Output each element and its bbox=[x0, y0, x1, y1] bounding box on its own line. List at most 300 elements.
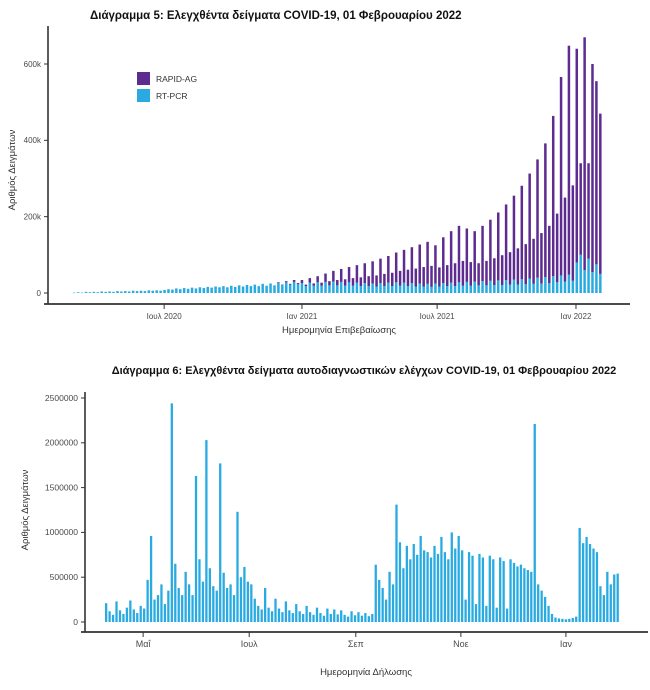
chart5-bar-rt-pcr bbox=[297, 284, 300, 293]
x-tick-label: Ιαν bbox=[559, 639, 573, 649]
chart5-bar-rt-pcr bbox=[438, 287, 441, 293]
chart5-bar-rt-pcr bbox=[175, 288, 178, 293]
x-tick-label: Μαΐ bbox=[135, 639, 151, 649]
chart6-bar bbox=[489, 556, 491, 622]
chart6-bar bbox=[126, 608, 128, 622]
chart6-bar bbox=[492, 559, 494, 622]
chart6-bar bbox=[520, 565, 522, 622]
chart5-bar-rt-pcr bbox=[159, 291, 162, 293]
chart5-bar-rapid-ag bbox=[564, 198, 567, 282]
chart6-bar bbox=[610, 584, 612, 622]
chart6-bar bbox=[375, 565, 377, 622]
chart5-bar-rt-pcr bbox=[230, 286, 233, 293]
chart6-bar bbox=[458, 536, 460, 622]
chart6-bar bbox=[205, 440, 207, 622]
chart6-bars bbox=[105, 403, 619, 622]
chart5-bar-rt-pcr bbox=[454, 286, 457, 293]
chart6-bar bbox=[333, 609, 335, 622]
chart5-bar-rapid-ag bbox=[324, 274, 327, 282]
chart5-bar-rt-pcr bbox=[258, 286, 261, 293]
chart6-bar bbox=[596, 552, 598, 622]
chart5-bar-rt-pcr bbox=[367, 286, 370, 293]
chart5-bar-rt-pcr bbox=[473, 282, 476, 293]
chart5-bar-rt-pcr bbox=[100, 291, 103, 293]
chart5-bar-rapid-ag bbox=[568, 46, 571, 275]
chart5-bar-rt-pcr bbox=[446, 286, 449, 293]
chart5-bar-rapid-ag bbox=[513, 196, 516, 280]
y-tick-label: 200k bbox=[23, 212, 41, 222]
chart5-bar-rt-pcr bbox=[222, 286, 225, 293]
chart5-bar-rt-pcr bbox=[387, 283, 390, 293]
chart6-bar bbox=[388, 572, 390, 622]
chart5-bar-rt-pcr bbox=[528, 278, 531, 293]
chart6-bar bbox=[361, 616, 363, 622]
chart6-bar bbox=[527, 570, 529, 622]
chart6-bar bbox=[464, 600, 466, 622]
chart5-bar-rapid-ag bbox=[552, 116, 555, 276]
chart5-bar-rapid-ag bbox=[387, 256, 390, 283]
chart5-bar-rapid-ag bbox=[560, 77, 563, 275]
chart6-bar bbox=[468, 552, 470, 622]
chart6-bar bbox=[288, 610, 290, 622]
y-tick-label: 1000000 bbox=[44, 527, 78, 538]
chart5-bar-rapid-ag bbox=[556, 214, 559, 283]
chart5-bar-rapid-ag bbox=[430, 266, 433, 287]
chart6-bar bbox=[153, 600, 155, 622]
chart5-bar-rapid-ag bbox=[442, 237, 445, 283]
chart5-bar-rapid-ag bbox=[399, 271, 402, 286]
chart5-bar-rt-pcr bbox=[320, 286, 323, 293]
chart6-bar bbox=[312, 615, 314, 622]
chart6-bar bbox=[399, 542, 401, 622]
chart5-bar-rt-pcr bbox=[281, 285, 284, 293]
legend-label-rt-pcr: RT-PCR bbox=[156, 91, 188, 101]
chart5-bar-rapid-ag bbox=[481, 226, 484, 281]
chart6-bar bbox=[309, 612, 311, 622]
chart5-bar-rt-pcr bbox=[576, 262, 579, 293]
chart5-bar-rt-pcr bbox=[466, 282, 469, 293]
y-tick-label: 600k bbox=[23, 59, 41, 69]
chart6-bar bbox=[340, 610, 342, 622]
chart6-bar bbox=[243, 567, 245, 622]
chart5-bar-rapid-ag bbox=[422, 267, 425, 286]
chart5-bar-rt-pcr bbox=[324, 282, 327, 293]
chart5-bar-rapid-ag bbox=[391, 273, 394, 286]
chart5-bar-rt-pcr bbox=[344, 286, 347, 293]
chart5-bar-rt-pcr bbox=[540, 283, 543, 293]
chart5-bar-rapid-ag bbox=[320, 283, 323, 286]
chart6-bar bbox=[236, 512, 238, 622]
chart6-bar bbox=[171, 403, 173, 622]
chart5-bar-rt-pcr bbox=[120, 291, 123, 293]
x-tick-label: Νοε bbox=[453, 639, 469, 649]
chart5-bar-rt-pcr bbox=[587, 259, 590, 293]
chart6-bar bbox=[592, 549, 594, 622]
chart6-bar bbox=[285, 601, 287, 622]
chart6-bar bbox=[350, 611, 352, 622]
chart5-legend bbox=[137, 72, 197, 102]
x-tick-label: Ιαν 2021 bbox=[286, 312, 318, 321]
chart6-bar bbox=[392, 584, 394, 622]
chart6-bar bbox=[475, 604, 477, 622]
chart5-bar-rt-pcr bbox=[305, 286, 308, 293]
x-tick-label: Σεπ bbox=[347, 639, 364, 649]
chart6-bar bbox=[551, 614, 553, 622]
x-tick-label: Ιουλ bbox=[240, 639, 258, 649]
chart5-bar-rapid-ag bbox=[285, 281, 288, 282]
chart6-bar bbox=[250, 584, 252, 622]
chart5-bar-rapid-ag bbox=[340, 269, 343, 282]
chart5-bar-rt-pcr bbox=[513, 280, 516, 293]
chart6-bar bbox=[343, 615, 345, 622]
chart5-bar-rapid-ag bbox=[289, 284, 292, 285]
chart5-bar-rapid-ag bbox=[591, 64, 594, 272]
chart6-bar bbox=[305, 606, 307, 622]
chart5-bar-rt-pcr bbox=[450, 283, 453, 293]
chart5-bars bbox=[73, 37, 602, 293]
chart5-bar-rapid-ag bbox=[576, 49, 579, 263]
chart6-bar bbox=[167, 591, 169, 622]
chart6-bar bbox=[267, 608, 269, 622]
chart6-bar bbox=[302, 614, 304, 622]
chart5-bar-rt-pcr bbox=[426, 284, 429, 293]
chart5-bar-rt-pcr bbox=[552, 276, 555, 293]
chart6-bar bbox=[112, 615, 114, 622]
chart6-bar bbox=[209, 568, 211, 622]
chart6-bar bbox=[430, 557, 432, 622]
chart6-bar bbox=[447, 559, 449, 622]
chart6-bar bbox=[271, 611, 273, 622]
chart5-bar-rapid-ag bbox=[505, 204, 508, 280]
chart5-bar-rapid-ag bbox=[579, 163, 582, 255]
chart5-bar-rt-pcr bbox=[328, 285, 331, 293]
chart5-bar-rt-pcr bbox=[218, 287, 221, 293]
chart5-bar-rapid-ag bbox=[379, 259, 382, 283]
chart6-bar bbox=[354, 615, 356, 622]
legend-swatch-rt-pcr bbox=[137, 89, 150, 102]
chart6-bar bbox=[513, 563, 515, 622]
chart5-bar-rt-pcr bbox=[336, 285, 339, 293]
chart6-selftest-samples bbox=[0, 345, 650, 690]
chart5-bar-rapid-ag bbox=[344, 279, 347, 285]
chart5-bar-rapid-ag bbox=[348, 267, 351, 282]
chart6-bar bbox=[382, 588, 384, 622]
chart5-bar-rt-pcr bbox=[501, 285, 504, 293]
chart5-bar-rt-pcr bbox=[179, 289, 182, 293]
chart6-bar bbox=[105, 603, 107, 622]
chart5-bar-rt-pcr bbox=[348, 282, 351, 293]
chart6-bar bbox=[437, 554, 439, 622]
chart6-bar bbox=[378, 580, 380, 622]
chart6-bar bbox=[409, 559, 411, 622]
chart5-bar-rt-pcr bbox=[210, 288, 213, 293]
chart5-bar-rt-pcr bbox=[477, 285, 480, 293]
chart5-bar-rapid-ag bbox=[309, 278, 312, 283]
chart5-bar-rt-pcr bbox=[104, 292, 107, 293]
chart5-bar-rapid-ag bbox=[450, 231, 453, 283]
chart6-bar bbox=[582, 543, 584, 622]
chart6-bar bbox=[482, 557, 484, 622]
chart6-bar bbox=[140, 606, 142, 622]
chart5-bar-rt-pcr bbox=[140, 291, 143, 293]
chart5-bar-rt-pcr bbox=[148, 290, 151, 293]
chart5-bar-rt-pcr bbox=[332, 282, 335, 293]
chart6-bar bbox=[146, 580, 148, 622]
chart5-bar-rapid-ag bbox=[305, 285, 308, 287]
chart5-bar-rt-pcr bbox=[93, 292, 96, 293]
chart6-bar bbox=[323, 616, 325, 622]
chart5-bar-rt-pcr bbox=[403, 283, 406, 293]
chart5-bar-rapid-ag bbox=[316, 276, 319, 282]
chart5-bar-rt-pcr bbox=[261, 284, 264, 293]
chart5-bar-rapid-ag bbox=[532, 239, 535, 284]
chart5-bar-rt-pcr bbox=[485, 285, 488, 293]
chart6-axes bbox=[45, 392, 648, 649]
chart6-bar bbox=[108, 611, 110, 622]
chart5-bar-rt-pcr bbox=[360, 286, 363, 293]
y-tick-label: 2000000 bbox=[44, 437, 78, 448]
chart5-bar-rt-pcr bbox=[481, 281, 484, 293]
chart5-bar-rapid-ag bbox=[297, 283, 300, 284]
chart5-bar-rt-pcr bbox=[167, 289, 170, 293]
chart5-bar-rt-pcr bbox=[442, 283, 445, 293]
chart6-bar bbox=[357, 612, 359, 622]
chart5-bar-rt-pcr bbox=[493, 285, 496, 293]
chart6-bar bbox=[133, 609, 135, 622]
chart5-bar-rt-pcr bbox=[242, 287, 245, 293]
chart5-bar-rt-pcr bbox=[206, 287, 209, 293]
chart5-axes bbox=[24, 26, 630, 321]
chart5-bar-rt-pcr bbox=[152, 291, 155, 293]
chart5-bar-rt-pcr bbox=[226, 287, 229, 293]
chart5-bar-rt-pcr bbox=[418, 283, 421, 293]
chart5-bar-rapid-ag bbox=[509, 252, 512, 284]
chart6-bar bbox=[444, 552, 446, 622]
chart5-bar-rt-pcr bbox=[395, 282, 398, 293]
chart6-bar bbox=[516, 566, 518, 622]
chart5-bar-rapid-ag bbox=[383, 274, 386, 286]
chart5-bar-rapid-ag bbox=[583, 37, 586, 270]
chart5-bar-rapid-ag bbox=[470, 262, 473, 286]
chart6-bar bbox=[499, 557, 501, 622]
chart5-bar-rapid-ag bbox=[458, 226, 461, 282]
chart5-bar-rt-pcr bbox=[81, 293, 84, 294]
chart5-bar-rt-pcr bbox=[246, 285, 249, 293]
chart5-bar-rt-pcr bbox=[383, 286, 386, 293]
chart6-bar bbox=[613, 575, 615, 622]
chart5-bar-rapid-ag bbox=[521, 186, 524, 280]
chart5-bar-rt-pcr bbox=[171, 290, 174, 293]
chart6-bar bbox=[451, 532, 453, 622]
y-tick-label: 0 bbox=[36, 288, 41, 298]
chart5-bar-rt-pcr bbox=[509, 285, 512, 293]
chart5-bar-rt-pcr bbox=[505, 280, 508, 293]
y-tick-label: 1500000 bbox=[44, 482, 78, 493]
chart5-bar-rt-pcr bbox=[422, 287, 425, 293]
chart5-bar-rapid-ag bbox=[356, 265, 359, 283]
chart5-bar-rt-pcr bbox=[128, 291, 130, 293]
chart5-bar-rt-pcr bbox=[583, 270, 586, 293]
chart6-bar bbox=[603, 595, 605, 622]
chart5-bar-rapid-ag bbox=[364, 263, 367, 283]
chart5-bar-rt-pcr bbox=[517, 285, 520, 293]
chart5-bar-rt-pcr bbox=[285, 282, 288, 293]
chart5-bar-rt-pcr bbox=[564, 282, 567, 293]
chart5-bar-rt-pcr bbox=[301, 283, 304, 293]
chart6-bar bbox=[198, 559, 200, 622]
y-tick-label: 2500000 bbox=[44, 392, 78, 403]
chart6-bar bbox=[454, 549, 456, 622]
chart6-bar bbox=[402, 568, 404, 622]
y-tick-label: 400k bbox=[23, 136, 41, 146]
chart5-bar-rt-pcr bbox=[214, 287, 217, 293]
chart5-bar-rapid-ag bbox=[540, 233, 543, 283]
chart6-bar bbox=[212, 586, 214, 622]
chart5-bar-rapid-ag bbox=[497, 212, 500, 280]
chart6-bar bbox=[364, 613, 366, 622]
chart5-bar-rt-pcr bbox=[560, 275, 563, 293]
chart6-bar bbox=[122, 614, 124, 622]
chart6-bar bbox=[440, 537, 442, 622]
chart6-bar bbox=[509, 559, 511, 622]
chart5-bar-rt-pcr bbox=[203, 288, 206, 293]
chart5-title: Διάγραμμα 5: Ελεγχθέντα δείγματα COVID-19, 01 Φεβρουαρίου 2022 bbox=[90, 10, 462, 22]
chart5-bar-rt-pcr bbox=[108, 291, 111, 293]
chart6-bar bbox=[257, 606, 259, 622]
chart5-bar-rt-pcr bbox=[591, 272, 594, 293]
chart5-bar-rt-pcr bbox=[265, 286, 268, 293]
chart5-bar-rapid-ag bbox=[477, 263, 480, 285]
chart5-bar-rapid-ag bbox=[336, 280, 339, 285]
chart5-bar-rt-pcr bbox=[532, 284, 535, 293]
chart6-bar bbox=[326, 609, 328, 622]
chart6-bar bbox=[523, 568, 525, 622]
chart5-bar-rapid-ag bbox=[544, 143, 547, 277]
chart5-bar-rt-pcr bbox=[415, 287, 418, 293]
chart5-bar-rt-pcr bbox=[195, 288, 198, 293]
chart5-bar-rapid-ag bbox=[462, 261, 465, 286]
chart5-bar-rt-pcr bbox=[375, 287, 378, 293]
chart5-bar-rapid-ag bbox=[375, 275, 378, 286]
chart6-bar bbox=[184, 572, 186, 622]
chart5-bar-rapid-ag bbox=[489, 220, 492, 281]
chart5-bar-rt-pcr bbox=[352, 286, 355, 293]
chart5-bar-rapid-ag bbox=[367, 276, 370, 286]
chart5-bar-rapid-ag bbox=[332, 271, 335, 282]
chart6-bar bbox=[115, 601, 117, 622]
chart5-y-axis-title: Αριθμός Δειγμάτων bbox=[7, 129, 18, 211]
chart5-bar-rapid-ag bbox=[473, 231, 476, 281]
chart6-bar bbox=[606, 572, 608, 622]
chart6-bar bbox=[247, 582, 249, 622]
chart5-bar-rt-pcr bbox=[312, 286, 315, 293]
chart6-bar bbox=[143, 609, 145, 622]
chart6-bar bbox=[502, 561, 504, 622]
chart6-bar bbox=[295, 604, 297, 622]
chart6-bar bbox=[541, 591, 543, 622]
chart6-bar bbox=[292, 613, 294, 622]
chart5-bar-rt-pcr bbox=[183, 288, 186, 293]
chart5-bar-rt-pcr bbox=[238, 285, 241, 293]
chart5-bar-rt-pcr bbox=[399, 286, 402, 293]
chart6-bar bbox=[547, 606, 549, 622]
chart5-bar-rt-pcr bbox=[112, 292, 115, 293]
chart5-bar-rapid-ag bbox=[548, 226, 551, 283]
chart6-bar bbox=[568, 619, 570, 622]
chart6-bar bbox=[471, 556, 473, 622]
chart5-bar-rt-pcr bbox=[309, 283, 312, 293]
chart5-bar-rt-pcr bbox=[434, 283, 437, 293]
chart6-bar bbox=[191, 595, 193, 622]
chart6-bar bbox=[385, 600, 387, 622]
chart6-bar bbox=[174, 564, 176, 622]
chart5-bar-rt-pcr bbox=[89, 292, 92, 293]
chart6-bar bbox=[330, 614, 332, 622]
chart5-bar-rt-pcr bbox=[572, 281, 575, 293]
chart6-bar bbox=[406, 546, 408, 622]
chart5-bar-rapid-ag bbox=[572, 185, 575, 280]
chart5-bar-rapid-ag bbox=[446, 265, 449, 286]
chart6-bar bbox=[617, 574, 619, 622]
chart5-bar-rt-pcr bbox=[556, 282, 559, 293]
chart5-bar-rapid-ag bbox=[352, 278, 355, 286]
chart5-bar-rapid-ag bbox=[426, 242, 429, 284]
chart5-bar-rapid-ag bbox=[528, 174, 531, 279]
chart5-bar-rt-pcr bbox=[568, 275, 571, 293]
chart6-bar bbox=[579, 528, 581, 622]
chart6-bar bbox=[461, 550, 463, 622]
chart5-bar-rapid-ag bbox=[395, 253, 398, 283]
chart6-title: Διάγραμμα 6: Ελεγχθέντα δείγματα αυτοδιαγνωστικών ελέγχων COVID-19, 01 Φεβρουαρίου 2022 bbox=[111, 365, 617, 377]
chart6-bar bbox=[129, 600, 131, 622]
chart6-bar bbox=[368, 616, 370, 622]
chart6-bar bbox=[233, 595, 235, 622]
chart6-bar bbox=[554, 618, 556, 622]
chart5-bar-rapid-ag bbox=[415, 269, 418, 287]
chart5-bar-rt-pcr bbox=[599, 274, 602, 293]
chart6-bar bbox=[347, 617, 349, 622]
chart5-bar-rapid-ag bbox=[328, 281, 331, 285]
chart5-bar-rapid-ag bbox=[524, 244, 527, 284]
chart6-bar bbox=[506, 609, 508, 622]
chart5-bar-rt-pcr bbox=[489, 281, 492, 293]
chart6-bar bbox=[478, 554, 480, 622]
chart6-bar bbox=[371, 614, 373, 622]
chart5-bar-rt-pcr bbox=[536, 278, 539, 293]
chart6-bar bbox=[178, 588, 180, 622]
chart6-bar bbox=[420, 536, 422, 622]
chart6-bar bbox=[426, 552, 428, 622]
chart6-x-axis-title: Ημερομηνία Δήλωσης bbox=[320, 667, 412, 678]
chart6-bar bbox=[274, 599, 276, 622]
chart5-bar-rapid-ag bbox=[418, 245, 421, 284]
chart6-bar bbox=[537, 584, 539, 622]
chart5-bar-rt-pcr bbox=[254, 285, 257, 293]
chart5-bar-rt-pcr bbox=[364, 283, 367, 293]
chart6-bar bbox=[219, 463, 221, 622]
chart5-bar-rt-pcr bbox=[136, 291, 139, 293]
chart5-bar-rapid-ag bbox=[301, 280, 304, 283]
chart6-bar bbox=[558, 618, 560, 622]
chart5-bar-rapid-ag bbox=[438, 267, 441, 286]
chart5-bar-rt-pcr bbox=[595, 264, 598, 293]
chart5-bar-rt-pcr bbox=[187, 289, 190, 293]
chart5-bar-rapid-ag bbox=[277, 282, 280, 283]
legend-label-rapid-ag: RAPID-AG bbox=[156, 74, 198, 84]
chart6-bar bbox=[195, 476, 197, 622]
chart5-bar-rapid-ag bbox=[485, 261, 488, 285]
chart6-bar bbox=[240, 577, 242, 622]
